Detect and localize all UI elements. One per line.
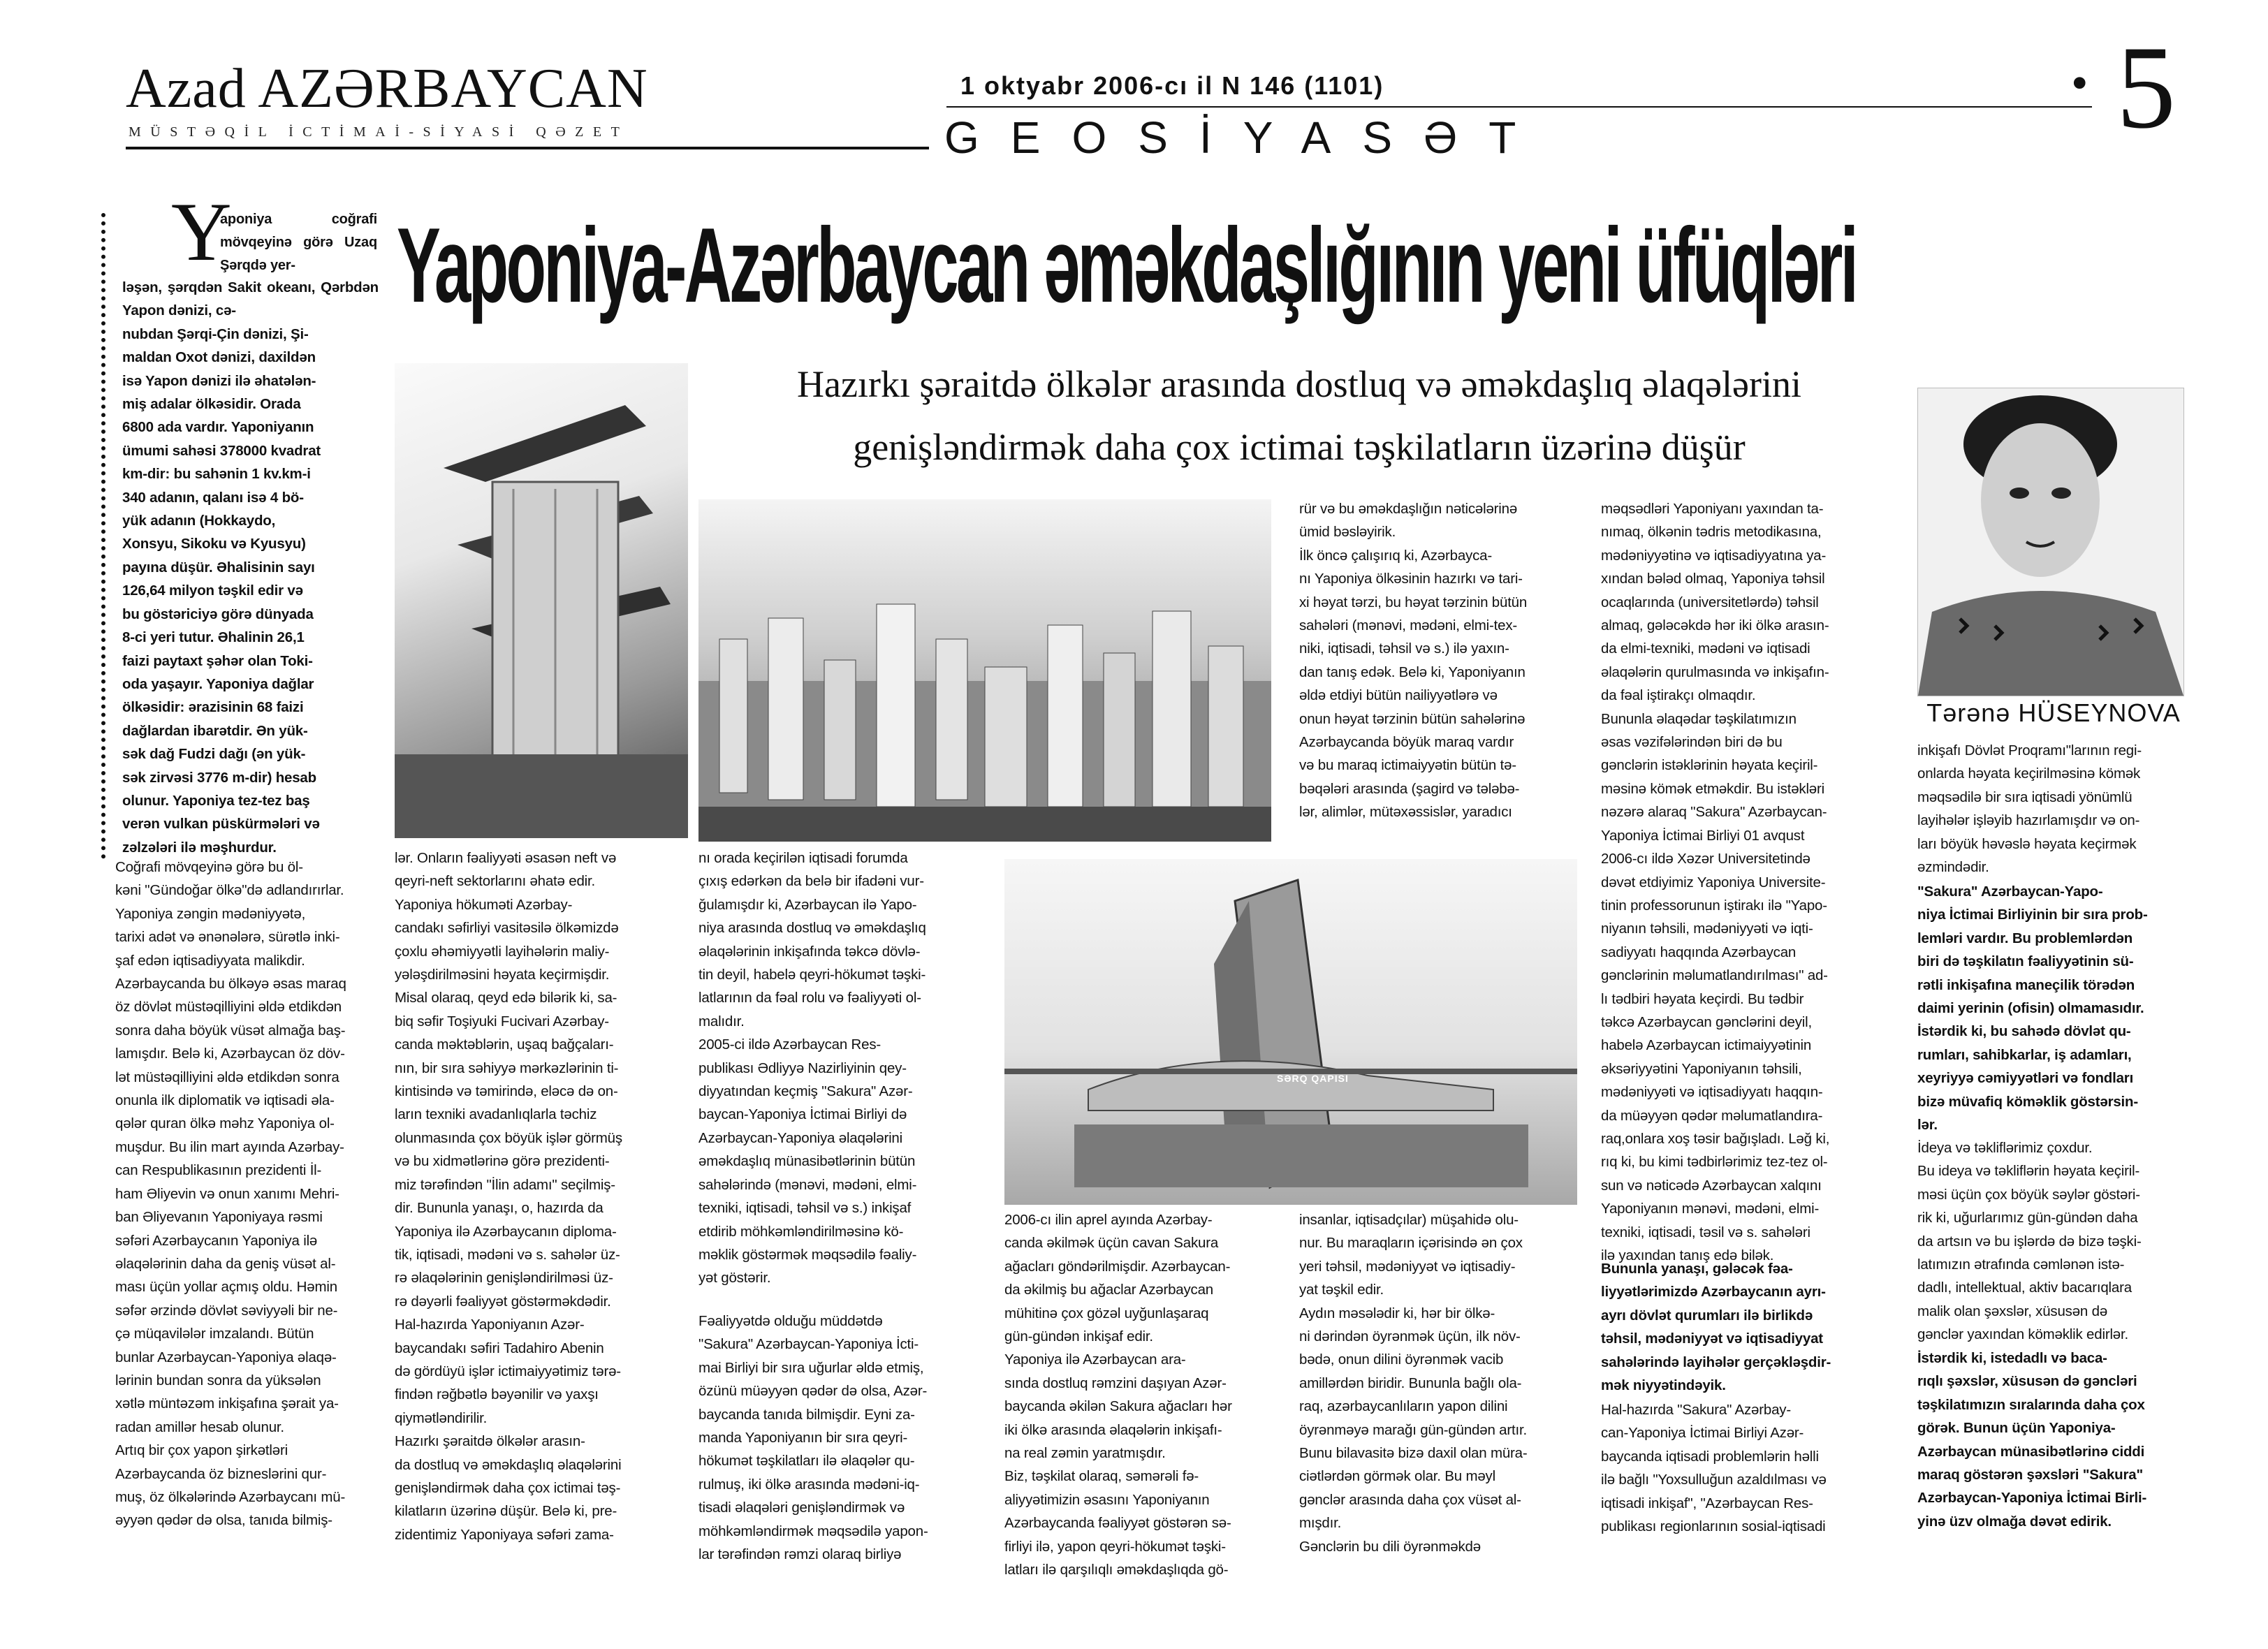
- portrait-icon: [1918, 388, 2183, 696]
- subheadline: Hazırkı şəraitdə ölkələr arasında dostluq və əməkdaşlıq əlaqələrini genişləndirmək daha çox ictimai təşkilatların üzərinə düşür: [797, 363, 1801, 468]
- newspaper-subtitle: MÜSTƏQİL İCTİMAİ-SİYASİ QƏZET: [129, 124, 629, 140]
- page-number: 5: [2116, 22, 2176, 153]
- masthead-rule: [126, 147, 929, 149]
- article-column-1: Coğrafi mövqeyinə görə bu öl- kəni "Gündoğar ölkə"də adlandırırlar. Yaponiya zəngin mədəniyyətə, tarixi adət və ənənələrə, sürətlə inki- şaf edən iqtisadiyyata malikdir. Azərbaycanda bu ölkəyə əsas maraq öz dövlət müstəqilliyini əldə etdikdən sonra daha böyük vüsət almağa baş- lamışdır. Belə ki, Azərbaycan öz döv- lət müstəqilliyini əldə etdikdən sonra onunla ilk diplomatik və iqtisadi əla- qələr quran ölkə məhz Yaponiya ol- muşdur. Bu ilin mart ayında Azərbay- can Respublikasının prezidenti İl- ham Əliyevin və onun xanımı Mehri- ban Əliyevanın Yaponiyaya rəsmi səfəri Azərbaycanın Yaponiya ilə əlaqələrinin daha da geniş vüsət al- ması üçün yollar açmış oldu. Həmin səfər ərzində dövlət səviyyəli bir ne- çə müqavilələr imzalandı. Bütün bunlar Azərbaycan-Yaponiya əlaqə- lərinin bundan sonra da yüksələn xətlə müntəzəm inkişafına şərait ya- radan amillər hesab olunur. Artıq bir çox yapon şirkətləri Azərbaycanda öz bizneslərini qur- muş, öz ölkələrində Azərbaycanı mü- əyyən qədər də olsa, tanıda bilmiş-: [115, 859, 346, 1529]
- issue-rule: [946, 106, 2092, 108]
- issue-date: 1 oktyabr 2006-cı il N 146 (1101): [960, 71, 1384, 100]
- page-bullet: •: [2071, 57, 2088, 110]
- skyline-icon: [698, 499, 1271, 842]
- dotted-margin: [101, 213, 105, 859]
- drop-cap: Y: [171, 185, 232, 278]
- article-column-9-bold-2: İstərdik ki, istedadlı və baca- rıqlı şəxslər, xüsusən də gəncləri təşkilatımızın sıralarında daha çox görək. Bunun üçün Yaponiya- Azərbaycan münasibətlərinə ciddi maraq göstərən şəxsləri "Sakura" Azərbaycan-Yaponiya İctimai Birli- yinə üzv olmağa dəvət edirik.: [1917, 1350, 2147, 1530]
- article-column-7: insanlar, iqtisadçılar) müşahidə olu- nur. Bu maraqların içərisində ən çox yeri təhsil, mədəniyyət və iqtisadiy- yat təşkil edir. Aydın məsələdir ki, hər bir ölkə- ni dərindən öyrənmək üçün, ilk növ- bədə, onun dilini öyrənmək vacib amillərdən biridir. Bununla bağlı ola- raq, azərbaycanlıların yapon dilini öyrənməyə marağı gün-gündən artır. Bunu bilavasitə bizə daxil olan müra- ciətlərdən görmək olar. Bu məyl gənclər arasında daha çox vüsət al- mışdır. Gənclərin bu dili öyrənməkdə: [1299, 1212, 1528, 1555]
- newspaper-name: Azad AZƏRBAYCAN: [126, 58, 648, 119]
- pagoda-icon: [395, 363, 688, 838]
- sidebar-first-line: aponiya coğrafi mövqeyinə görə Uzaq Şərqdə yer-: [220, 212, 377, 273]
- section-title: GEOSİYASƏT: [944, 112, 1548, 163]
- tokyo-skyline-photo: [698, 499, 1271, 842]
- article-column-8: məqsədləri Yaponiyanı yaxından ta- nımaq, ölkənin tədris metodikasına, mədəniyyətinə və iqtisadiyyatına ya- xından bələd olmaq, Yaponiya təhsil ocaqlarında (universitetlərdə) təhsil almaq, gələcəkdə hər iki ölkə arasın- da elmi-texniki, mədəni və iqtisadi əlaqələrin qurulmasında və inkişafın- da fəal iştirakçı olmaqdır. Bununla əlaqədar təşkilatımızın əsas vəzifələrindən biri də bu gənclərin istəklərinin həyata keçiril- məsinə kömək etməkdir. Bu istəkləri nəzərə alaraq "Sakura" Azərbaycan- Yaponiya İctimai Birliyi 01 avqust 2006-cı ildə Xəzər Universitetində dəvət etdiyimiz Yaponiya Universite- tinin professorunun iştirakı ilə "Yapo- niyanın təhsili, mədəniyyəti və iqti- sadiyyatı haqqında Azərbaycan gənclərinin məlumatlandırılması" ad- lı tədbiri həyata keçirdi. Bu tədbir təkcə Azərbaycan gənclərini deyil, habelə Azərbaycan ictimaiyyətinin əksəriyyətini Yaponiyanın təhsili, mədəniyyəti və iqtisadiyyatı haqqın- da müəyyən qədər məlumatlandıra- raq,onlara xoş təsir bağışladı. Ləğ ki, rıq ki, bu kimi tədbirlərimiz tez-tez ol- sun və nəticədə Azərbaycan xalqını Yaponiyanın mənəvi, mədəni, elmi- texniki, iqtisadi, təsil və s. sahələri ilə yaxından tanış edə bilək.: [1601, 501, 1830, 1263]
- headline: Yaponiya-Azərbaycan əməkdaşlığının yeni üfüqləri: [397, 206, 1857, 325]
- article-column-8-tail: Hal-hazırda "Sakura" Azərbay- can-Yaponiya İctimai Birliyi Azər- baycanda iqtisadi problemlərin həlli ilə bağlı "Yoxsulluğun azaldılması və iqtisadi inkişaf", "Azərbaycan Res- publikası regionlarının sosial-iqtisadi: [1601, 1402, 1827, 1535]
- monument-sign: SƏRQ QAPISI: [1277, 1073, 1349, 1084]
- author-portrait: [1917, 388, 2184, 696]
- article-column-9: inkişafı Dövlət Proqramı"larının regi- onlarda həyata keçirilməsinə kömək məqsədilə bir sıra iqtisadi yönümlü layihələr işləyib hazırlamışdır və on- ları böyük həvəslə həyata keçirmək əzmindədir.: [1917, 742, 2142, 876]
- article-column-6: rür və bu əməkdaşlığın nəticələrinə ümid bəsləyirik. İlk öncə çalışırıq ki, Azərbayca- nı Yaponiya ölkəsinin hazırkı və tari- xi həyat tərzi, bu həyat tərzinin bütün sahələri (mənəvi, mədəni, elmi-tex- niki, iqtisadi, təhsil və s.) ilə yaxın- dan tanış edək. Belə ki, Yaponiyanın əldə etdiyi bütün nailiyyətlərə və onun həyat tərzinin bütün sahələrinə Azərbaycanda böyük maraq vardır və bu maraq ictimaiyyətin bütün tə- bəqələri arasında (şagird və tələbə- lər, alimlər, mütəxəssislər, yaradıcı: [1299, 501, 1528, 821]
- article-column-9-bold-1: "Sakura" Azərbaycan-Yapo- niya İctimai Birliyinin bir sıra prob- lemləri vardır. Bu problemlərdən biri də təşkilatın fəaliyyətinin sü- rətli inkişafına maneçilik törədən daimi yerinin (ofisin) olmamasıdır. İstərdik ki, bu sahədə dövlət qu- rumları, sahibkarlar, iş adamları, xeyriyyə cəmiyyətləri və fondları bizə müvafiq köməklik göstərsin- lər.: [1917, 884, 2148, 1134]
- article-column-8-bold: Bununla yanaşı, gələcək fəa- liyyətlərimizdə Azərbaycanın ayrı- ayrı dövlət qurumları ilə birlikdə təhsil, mədəniyyət və iqtisadiyyat sahələrində layihələr gerçəkləşdir- mək niyyətindəyik.: [1601, 1261, 1831, 1394]
- article-column-4: Fəaliyyətdə olduğu müddətdə "Sakura" Azərbaycan-Yaponiya İcti- mai Birliyi bir sıra uğurlar əldə etmiş, özünü müəyyən qədər də olsa, Azər- baycanda tanıda bilmişdir. Eyni za- manda Yaponiyanın bir sıra qeyri- hökumət təşkilatları ilə əlaqələr qu- rulmuş, iki ölkə arasında mədəni-iq- tisadi əlaqələri genişləndirmək və möhkəmləndirmək məqsədilə yapon- lar tərəfindən rəmzi olaraq birliyə: [698, 1313, 928, 1563]
- sidebar-body: ləşən, şərqdən Sakit okeanı, Qərbdən Yapon dənizi, cə- nubdan Şərqi-Çin dənizi, Şi- maldan Oxot dənizi, daxildən isə Yapon dənizi ilə əhatələn- miş adalar ölkəsidir. Orada 6800 ada vardır. Yaponiyanın ümumi sahəsi 378000 kvadrat km-dir: bu sahənin 1 kv.km-i 340 adanın, qalanı isə 4 bö- yük adanın (Hokkaydo, Xonsyu, Sikoku və Kyusyu) payına düşür. Əhalisinin sayı 126,64 milyon təşkil edir və bu göstəriciyə görə dünyada 8-ci yeri tutur. Əhalinin 26,1 faizi paytaxt şəhər olan Toki- oda yaşayır. Yaponiya dağlar ölkəsidir: ərazisinin 68 faizi dağlardan ibarətdir. Ən yük- sək dağ Fudzi dağı (ən yük- sək zirvəsi 3776 m-dir) hesab olunur. Yaponiya tez-tez baş verən vulkan püskürmələri və zəlzələri ilə məşhurdur.: [122, 279, 379, 856]
- article-column-3: nı orada keçirilən iqtisadi forumda çıxış edərkən da belə bir ifadəni vur- ğulamışdır ki, Azərbaycan ilə Yapo- niya arasında dostluq və əməkdaşlıq əlaqələrinin inkişafında təkcə dövlə- tin deyil, habelə qeyri-hökumət təşki- latlarının da fəal rolu və fəaliyyəti ol- malıdır. 2005-ci ildə Azərbaycan Res- publikası Ədliyyə Nazirliyinin qey- diyyatından keçmiş "Sakura" Azər- baycan-Yaponiya İctimai Birliyi də Azərbaycan-Yaponiya əlaqələrini əməkdaşlıq münasibətlərinin bütün sahələrində (mənəvi, mədəni, elmi- texniki, iqtisadi, təhsil və s.) inkişaf etdirib möhkəmləndirilməsinə kö- məklik göstərmək məqsədilə fəaliy- yət göstərir.: [698, 850, 926, 1287]
- article-column-2: lər. Onların fəaliyyəti əsasən neft və qeyri-neft sektorlarını əhatə edir. Yaponiya hökuməti Azərbay- candakı səfirliyi vasitəsilə ölkəmizdə çoxlu əhəmiyyətli layihələrin maliy- yələşdirilməsini həyata keçirmişdir. Misal olaraq, qeyd edə bilərik ki, sa- biq səfir Toşiyuki Fucivari Azərbay- canda məktəblərin, uşaq bağçaları- nın, bir sıra səhiyyə mərkəzlərinin ti- kintisində və təmirində, eləcə də on- ların texniki avadanlıqlarla təchiz olunmasında çox böyük işlər görmüş və bu xidmətlərinə görə prezidenti- miz tərəfindən "İlin adamı" seçilmiş- dir. Bununla yanaşı, o, hazırda da Yaponiya ilə Azərbaycanın diploma- tik, iqtisadi, mədəni və s. sahələr üz- rə əlaqələrinin genişləndirilməsi üz- rə dəyərli fəaliyyət göstərməkdədir. Hal-hazırda Yaponiyanın Azər- baycandakı səfiri Tadahiro Abenin də gördüyü işlər ictimaiyyətimiz tərə- findən rəğbətlə bəyənilir və yaxşı qiymətləndirilir. Hazırkı şəraitdə ölkələr arasın- da dostluq və əməkdaşlıq əlaqələrini genişləndirmək daha çox ictimai təş- kilatların üzərinə düşür. Belə ki, pre- zidentimiz Yaponiyaya səfəri zama-: [395, 850, 622, 1543]
- pagoda-photo: [395, 363, 688, 838]
- monument-icon: [1004, 859, 1577, 1205]
- article-column-9-text-2: İdeya və təkliflərimiz çoxdur. Bu ideya və təkliflərin həyata keçiril- məsi üçün çox böyük səylər göstəri- rik ki, uğurlarımız gün-gündən daha da artsın və bu işlərdə də bizə təşki- latımızın ətrafında cəmlənən istə- dadlı, intellektual, aktiv bacarıqlara malik olan şəxslər, xüsusən də gənclər yaxından köməklik edirlər.: [1917, 1140, 2142, 1343]
- author-name: Tərənə HÜSEYNOVA: [1926, 698, 2181, 727]
- monument-photo: [1004, 859, 1577, 1205]
- article-column-5: 2006-cı ilin aprel ayında Azərbay- canda əkilmək üçün cavan Sakura ağacları göndərilmişdir. Azərbaycan- da əkilmiş bu ağaclar Azərbaycan mühitinə çox gözəl uyğunlaşaraq gün-gündən inkişaf edir. Yaponiya ilə Azərbaycan ara- sında dostluq rəmzini daşıyan Azər- baycanda əkilən Sakura ağacları hər iki ölkə arasında əlaqələrin inkişafı- na real zəmin yaratmışdır. Biz, təşkilat olaraq, səmərəli fə- aliyyətimizin əsasını Yaponiyanın Azərbaycanda fəaliyyət göstərən sə- firliyi ilə, yapon qeyri-hökumət təşki- latları ilə qarşılıqlı əməkdaşlıqda gö-: [1004, 1212, 1232, 1578]
